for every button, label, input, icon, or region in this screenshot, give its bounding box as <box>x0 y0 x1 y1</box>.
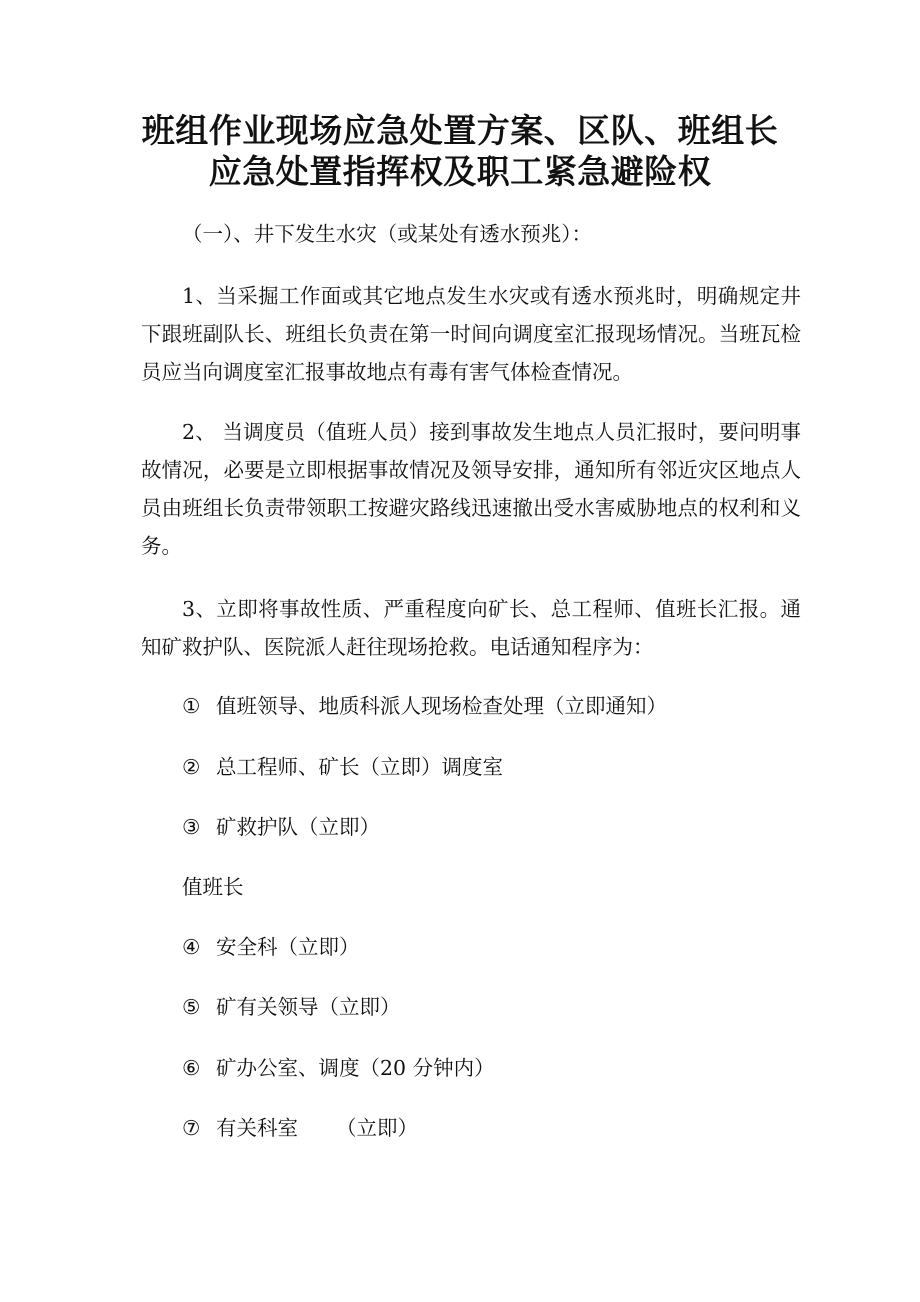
list-item-number: ⑥ <box>182 1056 201 1080</box>
paragraph-1: 1、当采掘工作面或其它地点发生水灾或有透水预兆时，明确规定井下跟班副队长、班组长负责在第一时间向调度室汇报现场情况。当班瓦检员应当向调度室汇报事故地点有毒有害气体检查情况。 <box>141 284 801 384</box>
paragraph-3: 3、立即将事故性质、严重程度向矿长、总工程师、值班长汇报。通知矿救护队、医院派人赶往现场抢救。电话通知程序为： <box>141 597 801 659</box>
list-item-duty-chief <box>182 872 244 902</box>
list-item-text: 矿有关领导（立即） <box>216 995 401 1019</box>
list-item-extra: （立即） <box>336 1116 418 1140</box>
list-item-6 <box>182 1053 495 1083</box>
list-item-number: ⑦ <box>182 1116 201 1140</box>
list-item-text: 矿办公室、调度（20 分钟内） <box>216 1056 495 1080</box>
list-item-4 <box>182 932 360 962</box>
list-item-1 <box>182 691 667 721</box>
paragraph-2: 2、 当调度员（值班人员）接到事故发生地点人员汇报时，要问明事故情况，必要是立即根据事故情况及领导安排，通知所有邻近灾区地点人员由班组长负责带领职工按避灾路线迅速撤出受水害威胁地点的权利和义务。 <box>141 420 801 558</box>
list-item-number: ② <box>182 755 201 779</box>
list-item-text: 值班领导、地质科派人现场检查处理（立即通知） <box>216 694 667 718</box>
list-item-number: ① <box>182 694 201 718</box>
list-item-5 <box>182 992 401 1022</box>
list-item-text: 总工程师、矿长（立即）调度室 <box>216 755 503 779</box>
list-item-text: 值班长 <box>182 875 244 899</box>
list-item-number: ③ <box>182 815 201 839</box>
document-title-line-1: 班组作业现场应急处置方案、区队、班组长 <box>141 111 779 150</box>
list-item-text: 有关科室 <box>216 1116 298 1140</box>
section-heading: （一）、井下发生水灾（或某处有透水预兆）： <box>182 222 592 246</box>
list-item-number: ④ <box>182 935 201 959</box>
list-item-2 <box>182 752 503 782</box>
list-item-3 <box>182 812 380 842</box>
list-item-text: 矿救护队（立即） <box>216 815 380 839</box>
document-title-line-2: 应急处置指挥权及职工紧急避险权 <box>208 152 712 191</box>
list-item-number: ⑤ <box>182 995 201 1019</box>
list-item-7 <box>182 1113 418 1143</box>
list-item-text: 安全科（立即） <box>216 935 360 959</box>
